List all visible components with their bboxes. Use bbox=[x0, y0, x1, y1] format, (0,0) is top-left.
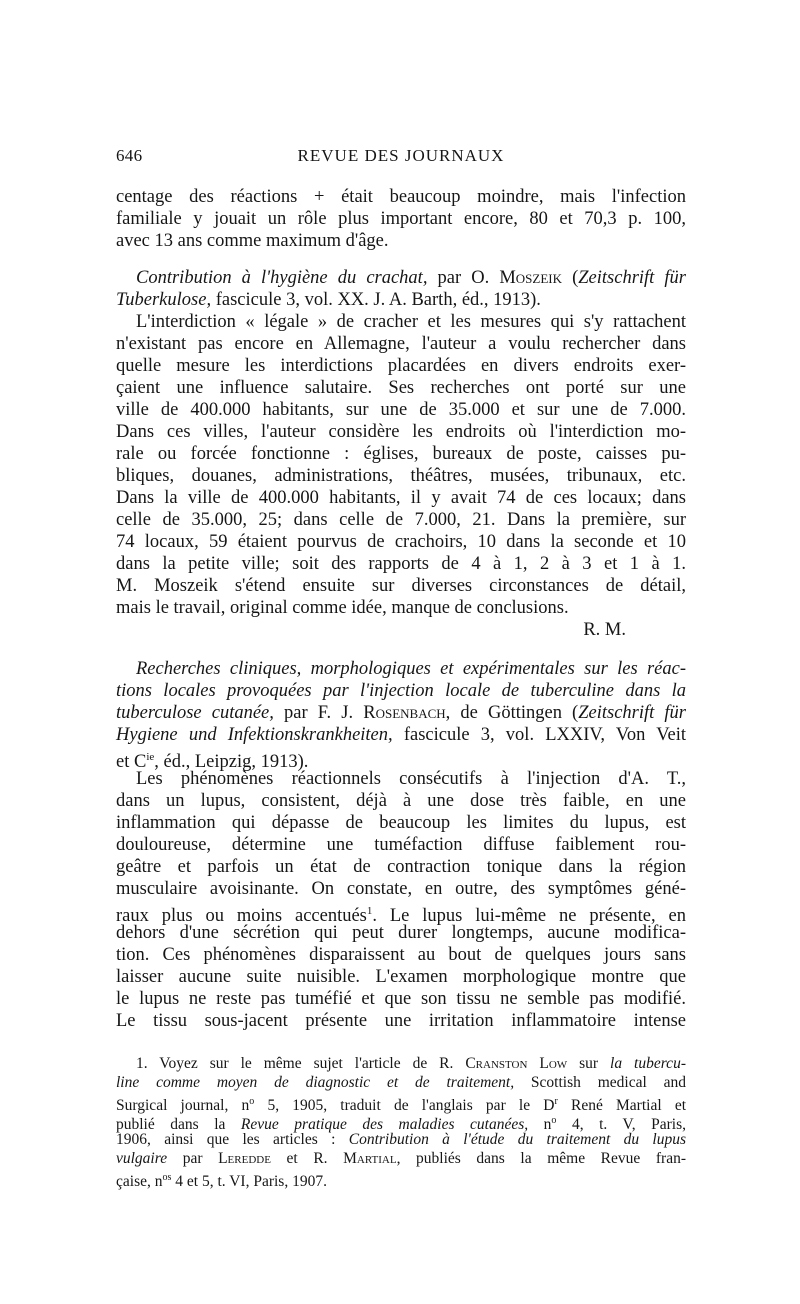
footnote-text: 1. Voyez sur le même sujet l'article de R. bbox=[136, 1055, 466, 1072]
footnote-text: René Martial et bbox=[557, 1097, 687, 1115]
journal-name: Zeitschrift für bbox=[578, 703, 686, 723]
text-line: mais le travail, original comme idée, manque de conclusions. bbox=[116, 598, 569, 618]
superscript: r bbox=[554, 1096, 558, 1107]
article-title: Contribution à l'hygiène du crachat, bbox=[136, 268, 428, 288]
footnote-line bbox=[116, 1130, 686, 1149]
text-line: Dans ces villes, l'auteur considère les endroits où l'interdiction mo- bbox=[116, 422, 686, 442]
footnote-text: publié dans la bbox=[116, 1116, 241, 1134]
text-line: centage des réactions + était beaucoup moindre, mais l'infection bbox=[116, 187, 686, 207]
title-text: ( bbox=[562, 268, 579, 288]
article-title-line bbox=[116, 289, 686, 311]
footnote-text: et R. bbox=[270, 1150, 344, 1167]
footnote-text: Scottish medical and bbox=[514, 1074, 686, 1091]
citation-text: fascicule 3, vol. XX. J. A. Barth, éd., 1913). bbox=[211, 290, 541, 310]
running-title: REVUE DES JOURNAUX bbox=[297, 146, 505, 165]
journal-name: Zeitschrift für bbox=[578, 268, 686, 288]
page-header bbox=[116, 146, 686, 170]
text-line: dehors d'une sécrétion qui peut durer longtemps, aucune modifica- bbox=[116, 923, 686, 943]
text-line: dans un lupus, consistent, déjà à une dose très faible, en une bbox=[116, 791, 686, 811]
citation-text: fascicule 3, vol. LXXIV, Von Veit bbox=[392, 725, 686, 745]
author-name: Leredde bbox=[218, 1150, 271, 1167]
text-line: 74 locaux, 59 étaient pourvus de crachoirs, 10 dans la seconde et 10 bbox=[116, 532, 686, 552]
text-line: douloureuse, détermine une tuméfaction diffuse faiblement rou- bbox=[116, 835, 686, 855]
text-line: celle de 35.000, 25; dans celle de 7.000, 21. Dans la première, sur bbox=[116, 510, 686, 530]
footnote-text: 4, t. V, Paris, bbox=[556, 1116, 686, 1134]
title-text: , de Göttingen ( bbox=[445, 703, 579, 723]
author-name: Cranston Low bbox=[465, 1055, 568, 1072]
text-line: Les phénomènes réactionnels consécutifs à l'injection d'A. T., bbox=[136, 769, 686, 789]
footnote-line bbox=[116, 1054, 686, 1073]
text-line: Le tissu sous-jacent présente une irritation inflammatoire intense bbox=[116, 1011, 686, 1031]
superscript: o bbox=[249, 1096, 255, 1107]
text-line: L'interdiction « légale » de cracher et les mesures qui s'y rattachent bbox=[136, 312, 686, 332]
superscript: os bbox=[162, 1172, 172, 1183]
footnote-text: n bbox=[528, 1116, 552, 1134]
text-segment: . Le lupus lui-même ne présente, en bbox=[372, 906, 686, 927]
text-line: avec 13 ans comme maximum d'âge. bbox=[116, 231, 389, 251]
text-segment: raux plus ou moins accentués bbox=[116, 906, 367, 927]
footnote-text: , publiés dans la même Revue fran- bbox=[396, 1150, 686, 1167]
text-line: ville de 400.000 habitants, sur une de 35.000 et sur une de 7.000. bbox=[116, 400, 686, 420]
footnote-text: çaise, n bbox=[116, 1173, 163, 1191]
article-title-line: tions locales provoquées par l'injection locale de tuberculine dans la bbox=[116, 681, 686, 701]
text-line: M. Moszeik s'étend ensuite sur diverses circonstances de détail, bbox=[116, 576, 686, 596]
footnote-line bbox=[116, 1149, 686, 1168]
journal-name: Tuberkulose, bbox=[116, 290, 212, 310]
footnote-text: sur bbox=[567, 1055, 611, 1072]
footnote-text: par bbox=[167, 1150, 219, 1167]
text-line: musculaire avoisinante. On constate, en outre, des symptômes géné- bbox=[116, 879, 686, 899]
text-line: geâtre et parfois un état de contraction tonique dans la région bbox=[116, 857, 686, 877]
footnote-marker: 1 bbox=[366, 905, 373, 917]
text-line: familiale y jouait un rôle plus important encore, 80 et 70,3 p. 100, bbox=[116, 209, 686, 229]
article-title: la tubercu- bbox=[610, 1055, 686, 1072]
footnote-text: Surgical journal, n bbox=[116, 1097, 250, 1115]
text-line: tion. Ces phénomènes disparaissent au bout de quelques jours sans bbox=[116, 945, 686, 965]
author-name: Martial bbox=[343, 1150, 397, 1167]
text-line: rale ou forcée fonctionne : églises, bureaux de poste, caisses pu- bbox=[116, 444, 686, 464]
article-title: tuberculose cutanée, bbox=[116, 703, 274, 723]
footnote-line bbox=[116, 1168, 686, 1191]
footnote-text: 5, 1905, traduit de l'anglais par le D bbox=[254, 1097, 555, 1115]
article-title-line bbox=[116, 724, 686, 746]
article-title: line comme moyen de diagnostic et de traitement, bbox=[116, 1074, 515, 1091]
citation-text: et C bbox=[116, 752, 147, 773]
title-text: par O. bbox=[427, 268, 500, 288]
footnote-line bbox=[116, 1073, 686, 1092]
signature: R. M. bbox=[583, 620, 626, 640]
text-line: laisser aucune suite nuisible. L'examen morphologique montre que bbox=[116, 967, 686, 987]
text-line: le lupus ne reste pas tuméfié et que son tissu ne semble pas modifié. bbox=[116, 989, 686, 1009]
article-title: Contribution à l'étude du traitement du lupus bbox=[348, 1131, 686, 1148]
journal-name: Revue pratique des maladies cutanées, bbox=[240, 1116, 529, 1134]
text-line: inflammation qui dépasse de beaucoup les limites du lupus, est bbox=[116, 813, 686, 833]
page-number: 646 bbox=[116, 146, 143, 165]
article-title-line bbox=[116, 702, 686, 724]
journal-name: Hygiene und Infektionskrankheiten, bbox=[116, 725, 393, 745]
article-title-line: Recherches cliniques, morphologiques et expérimentales sur les réac- bbox=[136, 659, 686, 679]
author-name: Rosenbach bbox=[363, 703, 446, 723]
title-text: par F. J. bbox=[273, 703, 364, 723]
article-title-line bbox=[116, 267, 686, 289]
footnote-text: 1906, ainsi que les articles : bbox=[116, 1131, 349, 1148]
text-line: Dans la ville de 400.000 habitants, il y avait 74 de ces locaux; dans bbox=[116, 488, 686, 508]
citation-text: , éd., Leipzig, 1913). bbox=[154, 752, 309, 773]
superscript: ie bbox=[146, 751, 155, 763]
footnote-text: 4 et 5, t. VI, Paris, 1907. bbox=[171, 1173, 327, 1191]
text-line: bliques, douanes, administrations, théâtres, musées, tribunaux, etc. bbox=[116, 466, 686, 486]
text-line: quelle mesure les interdictions placardées en divers endroits exer- bbox=[116, 356, 686, 376]
article-title: vulgaire bbox=[116, 1150, 168, 1167]
text-line: dans la petite ville; soit des rapports de 4 à 1, 2 à 3 et 1 à 1. bbox=[116, 554, 686, 574]
text-line: n'existant pas encore en Allemagne, l'auteur a voulu rechercher dans bbox=[116, 334, 686, 354]
text-line: çaient une influence salutaire. Ses recherches ont porté sur une bbox=[116, 378, 686, 398]
author-name: Moszeik bbox=[499, 268, 562, 288]
superscript: o bbox=[551, 1115, 557, 1126]
